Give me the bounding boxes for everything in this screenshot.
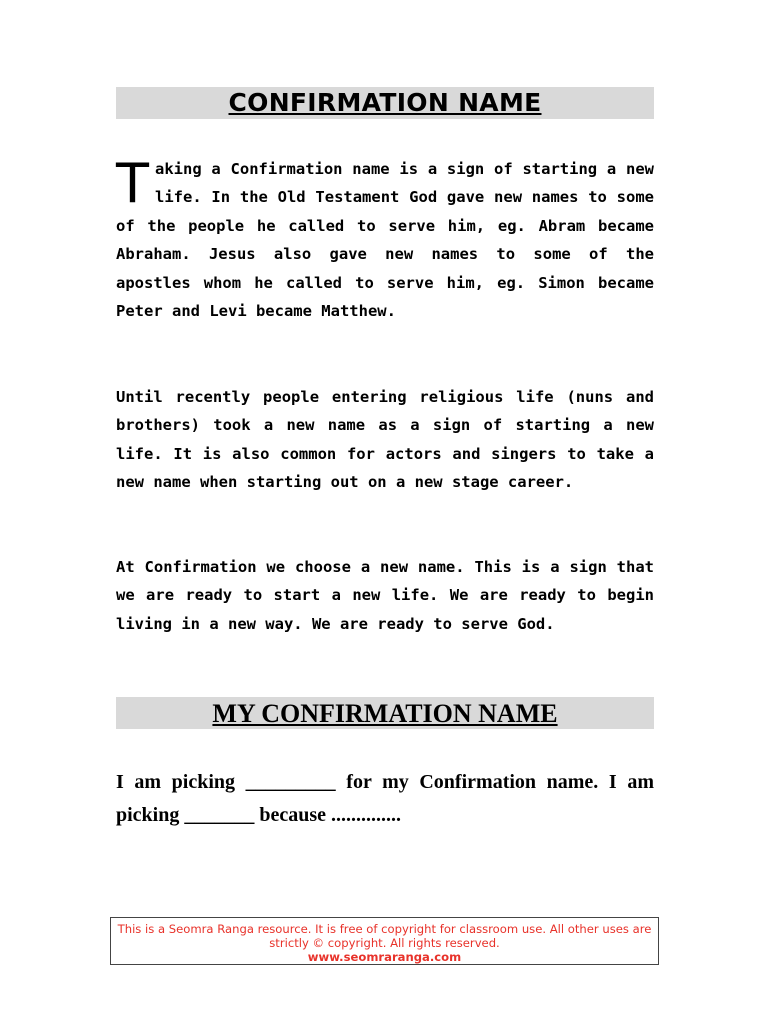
- section-title: MY CONFIRMATION NAME: [212, 699, 558, 728]
- intro-paragraph-2: Until recently people entering religious life (nuns and brothers) took a new name as a sign of starting a new life. It is also common for actors and singers to take a new name when starting out on a new stage career.: [116, 388, 654, 492]
- intro-paragraph-1: [116, 152, 654, 325]
- copyright-text: This is a Seomra Ranga resource. It is free of copyright for classroom use. All other uses are strictly © copyright. All rights reserved.: [117, 922, 652, 950]
- fill-in-sentence: I am picking _________ for my Confirmation name. I am picking _______ because ..............: [116, 771, 654, 826]
- website-link[interactable]: www.seomraranga.com: [307, 950, 462, 964]
- section-band: [116, 697, 654, 729]
- intro-paragraph-3: At Confirmation we choose a new name. This is a sign that we are ready to start a new life. We are ready to begin living in a new way. We are ready to serve God.: [116, 558, 654, 633]
- intro-paragraph-1-text: aking a Confirmation name is a sign of starting a new life. In the Old Testament God gave new names to some of the people he called to serve him, eg. Abram became Abraham. Jesus also gave new names to some of the apostles whom he called to serve him, eg. Simon became Peter and Levi became Matthew.: [116, 160, 654, 321]
- title-band: [116, 87, 654, 119]
- drop-cap: T: [116, 152, 149, 215]
- copyright-footer: [110, 917, 659, 965]
- page-title: CONFIRMATION NAME: [228, 88, 542, 117]
